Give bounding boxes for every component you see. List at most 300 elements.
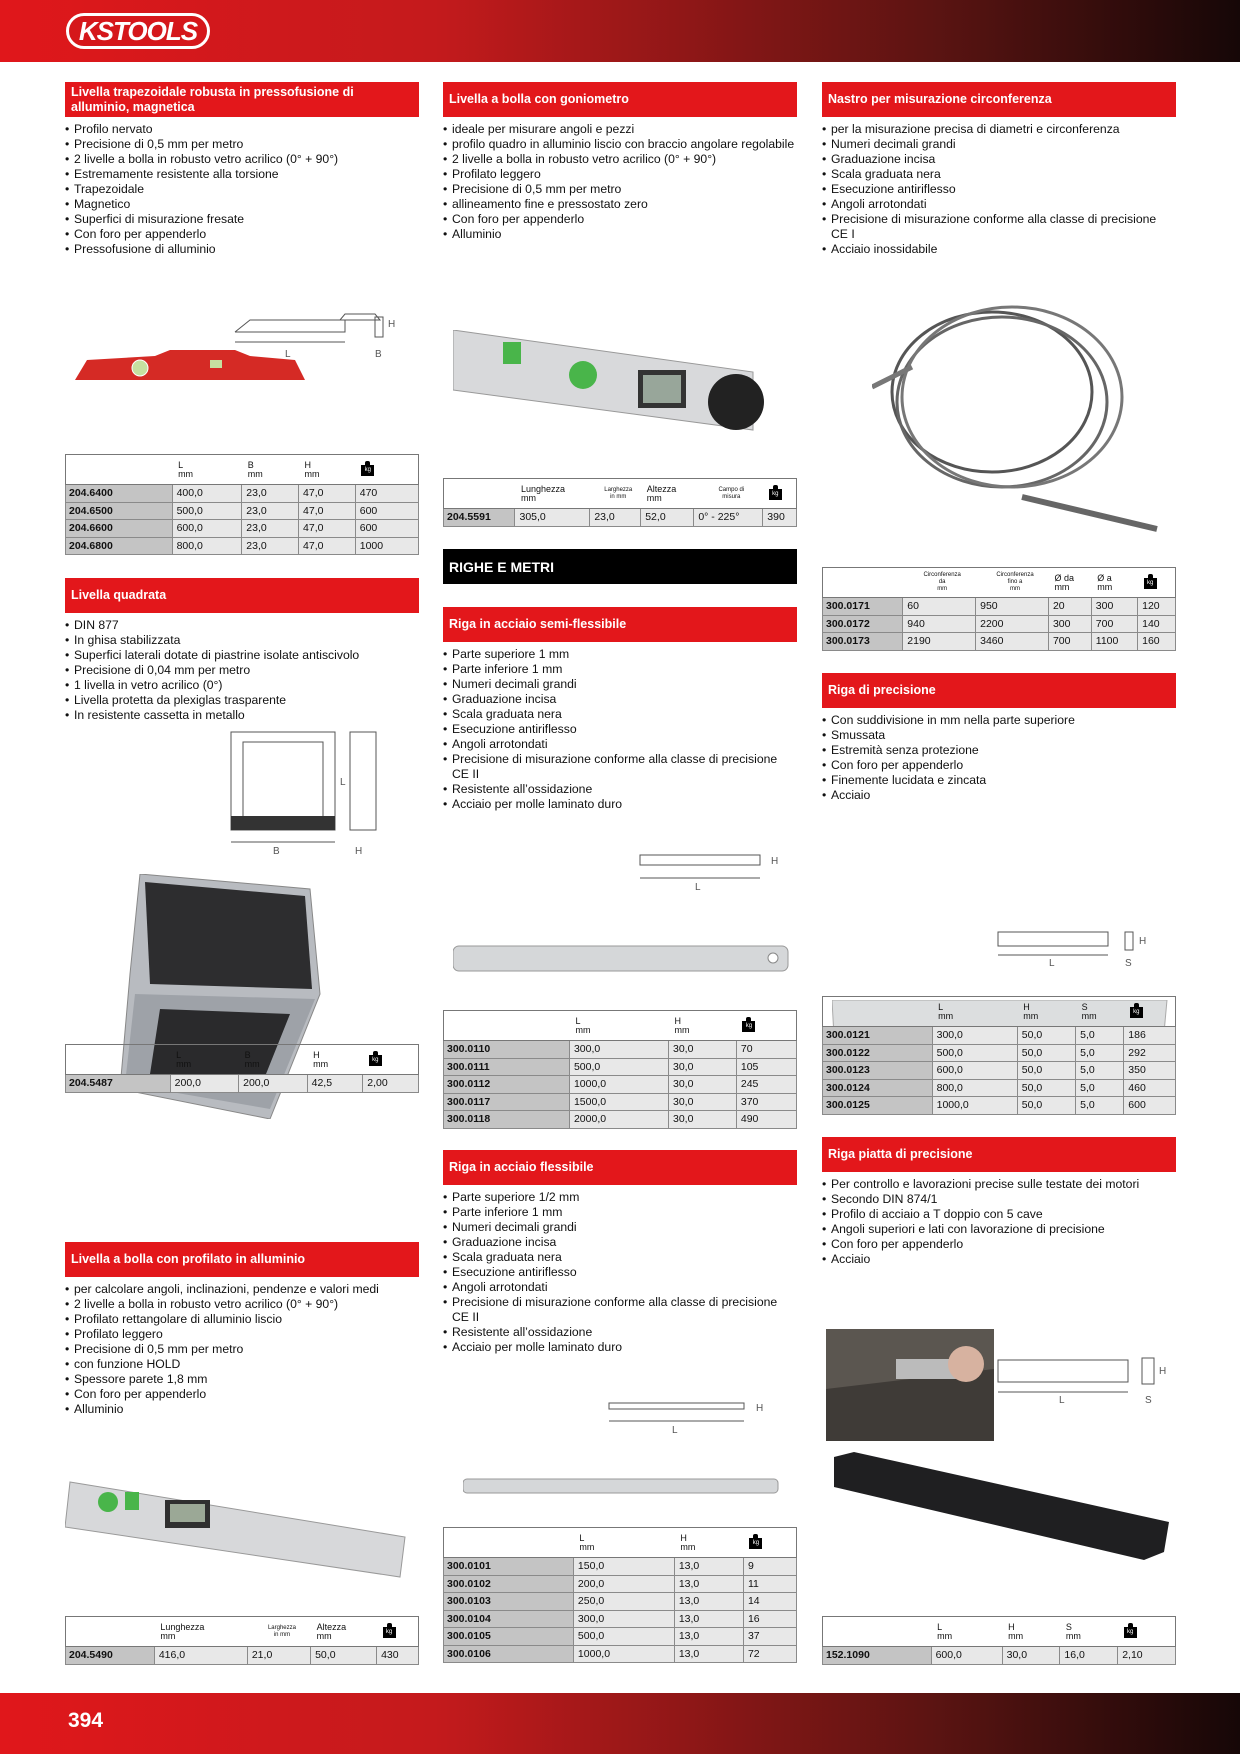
column-header: Lunghezza mm xyxy=(154,1617,247,1647)
column-header: H mm xyxy=(674,1528,743,1558)
table-cell: 50,0 xyxy=(1017,1079,1075,1097)
feature-item: • Con suddivisione in mm nella parte superiore xyxy=(822,713,1176,728)
feature-item: • Profilato leggero xyxy=(443,167,797,182)
article-code: 300.0103 xyxy=(444,1593,574,1611)
column-header: S mm xyxy=(1076,997,1124,1027)
table-cell: 416,0 xyxy=(154,1647,247,1665)
table-cell: 23,0 xyxy=(590,509,641,527)
table-cell: 0° - 225° xyxy=(694,509,763,527)
feature-item: • Con foro per appenderlo xyxy=(443,212,797,227)
table-cell: 2000,0 xyxy=(569,1111,668,1129)
spec-table xyxy=(822,1616,1176,1665)
table-cell: 300,0 xyxy=(932,1027,1017,1045)
column-header xyxy=(66,1045,171,1075)
table-cell: 16,0 xyxy=(1060,1647,1118,1665)
table-row xyxy=(444,1076,797,1094)
section-profilato xyxy=(65,1242,419,1417)
dimension-drawing xyxy=(997,920,1167,968)
feature-item: • Spessore parete 1,8 mm xyxy=(65,1372,419,1387)
feature-item: • Parte inferiore 1 mm xyxy=(443,1205,797,1220)
svg-text:H: H xyxy=(771,856,779,867)
table-cell: 300,0 xyxy=(573,1610,674,1628)
table-cell: 30,0 xyxy=(669,1076,737,1094)
table-cell: 300 xyxy=(1091,598,1137,616)
table-cell: 600,0 xyxy=(931,1647,1002,1665)
table-cell: 370 xyxy=(736,1093,796,1111)
table-cell: 13,0 xyxy=(674,1628,743,1646)
table-cell: 600,0 xyxy=(172,520,242,538)
article-code: 300.0123 xyxy=(823,1062,933,1080)
section-quadrata xyxy=(65,578,419,723)
feature-list xyxy=(443,647,797,812)
column-header: H mm xyxy=(1017,997,1075,1027)
table-cell: 600 xyxy=(1124,1097,1176,1115)
table-cell: 30,0 xyxy=(669,1111,737,1129)
table-cell: 60 xyxy=(903,598,976,616)
table-cell: 1500,0 xyxy=(569,1093,668,1111)
feature-item: • Profilo nervato xyxy=(65,122,419,137)
feature-item: • Angoli arrotondati xyxy=(822,197,1176,212)
table-cell: 305,0 xyxy=(515,509,590,527)
semi-flexible-ruler-image xyxy=(453,944,793,974)
feature-item: • Esecuzione antiriflesso xyxy=(443,722,797,737)
feature-item: • Parte superiore 1/2 mm xyxy=(443,1190,797,1205)
spec-table xyxy=(822,996,1176,1115)
table-cell: 5,0 xyxy=(1076,1062,1124,1080)
table-row xyxy=(823,615,1176,633)
svg-text:L: L xyxy=(695,882,701,890)
table-cell: 200,0 xyxy=(573,1575,674,1593)
protractor-level-image xyxy=(453,330,793,435)
table-cell: 13,0 xyxy=(674,1610,743,1628)
table-cell: 300 xyxy=(1048,615,1091,633)
feature-item: • Finemente lucidata e zincata xyxy=(822,773,1176,788)
table-row xyxy=(444,1041,797,1059)
table-cell: 500,0 xyxy=(569,1058,668,1076)
article-code: 300.0106 xyxy=(444,1645,574,1663)
table-row xyxy=(823,1079,1176,1097)
section-title: Livella a bolla con goniometro xyxy=(443,82,797,117)
table-cell: 186 xyxy=(1124,1027,1176,1045)
article-code: 300.0101 xyxy=(444,1558,574,1576)
table-row xyxy=(823,598,1176,616)
feature-item: • Acciaio xyxy=(822,788,1176,803)
table-cell: 300,0 xyxy=(569,1041,668,1059)
feature-item: • Con foro per appenderlo xyxy=(822,758,1176,773)
footer-band xyxy=(0,1693,1240,1754)
column-header: Larghezza in mm xyxy=(247,1617,310,1647)
table-cell: 47,0 xyxy=(299,485,356,503)
feature-item: • Trapezoidale xyxy=(65,182,419,197)
table-row xyxy=(66,485,419,503)
table-cell: 47,0 xyxy=(299,537,356,555)
engine-head-photo xyxy=(826,1329,994,1441)
feature-item: • DIN 877 xyxy=(65,618,419,633)
article-code: 300.0111 xyxy=(444,1058,570,1076)
table-cell: 140 xyxy=(1138,615,1176,633)
table-cell: 47,0 xyxy=(299,502,356,520)
column-header: Circonferenza fino a mm xyxy=(976,568,1049,598)
article-code: 204.6400 xyxy=(66,485,173,503)
table-cell: 430 xyxy=(377,1647,419,1665)
feature-item: • 2 livelle a bolla in robusto vetro acrilico (0° + 90°) xyxy=(443,152,797,167)
feature-item: • Acciaio per molle laminato duro xyxy=(443,797,797,812)
table-cell: 14 xyxy=(743,1593,796,1611)
trapezoidal-level-image xyxy=(75,350,305,390)
feature-item: • ideale per misurare angoli e pezzi xyxy=(443,122,797,137)
feature-item: • Resistente all’ossidazione xyxy=(443,782,797,797)
table-cell: 30,0 xyxy=(669,1093,737,1111)
weight-icon xyxy=(1144,574,1157,589)
table-row xyxy=(444,1593,797,1611)
column-header: Larghezza in mm xyxy=(590,479,641,509)
article-code: 152.1090 xyxy=(823,1647,932,1665)
feature-item: • Numeri decimali grandi xyxy=(822,137,1176,152)
table-row xyxy=(823,1062,1176,1080)
feature-item: • 1 livella in vetro acrilico (0°) xyxy=(65,678,419,693)
column-header xyxy=(66,455,173,485)
table-cell: 5,0 xyxy=(1076,1027,1124,1045)
table-cell: 120 xyxy=(1138,598,1176,616)
table-cell: 400,0 xyxy=(172,485,242,503)
article-code: 300.0112 xyxy=(444,1076,570,1094)
table-cell: 30,0 xyxy=(669,1041,737,1059)
section-trapezoidale xyxy=(65,82,419,257)
table-row xyxy=(66,502,419,520)
column-header: L mm xyxy=(573,1528,674,1558)
article-code: 300.0172 xyxy=(823,615,903,633)
feature-item: • Numeri decimali grandi xyxy=(443,677,797,692)
table-cell: 16 xyxy=(743,1610,796,1628)
feature-list xyxy=(822,122,1176,257)
feature-item: • Pressofusione di alluminio xyxy=(65,242,419,257)
feature-list xyxy=(443,122,797,242)
svg-text:L: L xyxy=(285,349,291,360)
table-cell: 245 xyxy=(736,1076,796,1094)
table-row xyxy=(66,537,419,555)
feature-item: • Profilato rettangolare di alluminio liscio xyxy=(65,1312,419,1327)
table-cell: 52,0 xyxy=(641,509,694,527)
column-header: Ø a mm xyxy=(1091,568,1137,598)
table-row xyxy=(444,509,797,527)
spec-table xyxy=(65,1616,419,1665)
weight-icon xyxy=(1124,1623,1137,1638)
column-header: Altezza mm xyxy=(311,1617,377,1647)
feature-item: • Parte inferiore 1 mm xyxy=(443,662,797,677)
table-cell: 23,0 xyxy=(242,502,299,520)
article-code: 300.0102 xyxy=(444,1575,574,1593)
article-code: 204.5487 xyxy=(66,1075,171,1093)
ks-tools-logo: KSTOOLS xyxy=(66,13,210,49)
dimension-drawing xyxy=(997,1350,1177,1405)
column-header: L mm xyxy=(932,997,1017,1027)
flexible-ruler-image xyxy=(463,1477,783,1497)
section-title: Riga in acciaio semi-flessibile xyxy=(443,607,797,642)
feature-item: • per calcolare angoli, inclinazioni, pendenze e valori medi xyxy=(65,1282,419,1297)
feature-item: • Estremamente resistente alla torsione xyxy=(65,167,419,182)
table-cell: 1000,0 xyxy=(569,1076,668,1094)
table-row xyxy=(444,1111,797,1129)
table-cell: 292 xyxy=(1124,1044,1176,1062)
column-header: Circonferenza da mm xyxy=(903,568,976,598)
table-cell: 20 xyxy=(1048,598,1091,616)
column-header xyxy=(763,479,797,509)
dimension-drawing xyxy=(639,850,789,890)
table-cell: 50,0 xyxy=(1017,1062,1075,1080)
table-cell: 600,0 xyxy=(932,1062,1017,1080)
table-row xyxy=(823,1044,1176,1062)
table-cell: 700 xyxy=(1091,615,1137,633)
svg-text:H: H xyxy=(388,319,396,330)
table-cell: 200,0 xyxy=(239,1075,307,1093)
feature-item: • Graduazione incisa xyxy=(822,152,1176,167)
article-code: 204.6800 xyxy=(66,537,173,555)
flat-ruler-case-image xyxy=(834,1452,1174,1562)
table-row xyxy=(444,1628,797,1646)
table-cell: 350 xyxy=(1124,1062,1176,1080)
feature-item: • In ghisa stabilizzata xyxy=(65,633,419,648)
column-header xyxy=(444,1011,570,1041)
table-cell: 37 xyxy=(743,1628,796,1646)
table-cell: 23,0 xyxy=(242,537,299,555)
feature-item: • Secondo DIN 874/1 xyxy=(822,1192,1176,1207)
svg-text:L: L xyxy=(340,777,346,788)
section-title: Livella quadrata xyxy=(65,578,419,613)
feature-item: • Graduazione incisa xyxy=(443,692,797,707)
column-header xyxy=(823,568,903,598)
weight-icon xyxy=(742,1017,755,1032)
feature-list xyxy=(822,713,1176,803)
table-cell: 50,0 xyxy=(1017,1097,1075,1115)
feature-item: • Esecuzione antiriflesso xyxy=(443,1265,797,1280)
column-header: L mm xyxy=(172,455,242,485)
column-header: Campo di misura xyxy=(694,479,763,509)
svg-text:H: H xyxy=(1159,1366,1167,1377)
article-code: 300.0124 xyxy=(823,1079,933,1097)
column-header: H mm xyxy=(1002,1617,1060,1647)
table-row xyxy=(444,1093,797,1111)
table-cell: 42,5 xyxy=(307,1075,363,1093)
table-cell: 105 xyxy=(736,1058,796,1076)
feature-item: • Acciaio xyxy=(822,1252,1176,1267)
feature-list xyxy=(443,1190,797,1355)
table-cell: 390 xyxy=(763,509,797,527)
column-header: B mm xyxy=(239,1045,307,1075)
table-cell: 13,0 xyxy=(674,1645,743,1663)
table-row xyxy=(66,520,419,538)
table-cell: 500,0 xyxy=(932,1044,1017,1062)
aluminium-profile-level-image xyxy=(65,1472,410,1582)
feature-item: • Con foro per appenderlo xyxy=(65,227,419,242)
table-row xyxy=(66,1647,419,1665)
table-cell: 2,10 xyxy=(1118,1647,1176,1665)
table-cell: 150,0 xyxy=(573,1558,674,1576)
article-code: 300.0118 xyxy=(444,1111,570,1129)
column-header: H mm xyxy=(299,455,356,485)
column-header xyxy=(823,1617,932,1647)
dimension-drawing xyxy=(608,1397,793,1437)
feature-item: • Precisione di misurazione conforme alla classe di precisione CE I xyxy=(822,212,1176,242)
table-cell: 30,0 xyxy=(669,1058,737,1076)
column-header xyxy=(355,455,418,485)
column-header xyxy=(444,1528,574,1558)
weight-icon xyxy=(369,1051,382,1066)
table-row xyxy=(823,1647,1176,1665)
table-cell: 5,0 xyxy=(1076,1044,1124,1062)
svg-text:H: H xyxy=(1139,936,1147,947)
column-header xyxy=(66,1617,155,1647)
weight-icon xyxy=(361,461,374,476)
feature-list xyxy=(65,122,419,257)
column-header xyxy=(1118,1617,1176,1647)
column-header xyxy=(377,1617,419,1647)
table-cell: 21,0 xyxy=(247,1647,310,1665)
table-cell: 13,0 xyxy=(674,1593,743,1611)
feature-item: • Estremità senza protezione xyxy=(822,743,1176,758)
feature-item: • Precisione di 0,5 mm per metro xyxy=(65,1342,419,1357)
feature-item: • Angoli superiori e lati con lavorazione di precisione xyxy=(822,1222,1176,1237)
table-row xyxy=(66,1075,419,1093)
article-code: 300.0110 xyxy=(444,1041,570,1059)
table-cell: 70 xyxy=(736,1041,796,1059)
table-cell: 460 xyxy=(1124,1079,1176,1097)
feature-item: • Alluminio xyxy=(65,1402,419,1417)
svg-text:B: B xyxy=(375,349,382,360)
table-cell: 50,0 xyxy=(1017,1044,1075,1062)
table-cell: 23,0 xyxy=(242,520,299,538)
svg-text:H: H xyxy=(355,846,363,855)
table-cell: 5,0 xyxy=(1076,1097,1124,1115)
article-code: 300.0171 xyxy=(823,598,903,616)
table-cell: 940 xyxy=(903,615,976,633)
feature-item: • Smussata xyxy=(822,728,1176,743)
feature-item: • Esecuzione antiriflesso xyxy=(822,182,1176,197)
section-title: Livella trapezoidale robusta in pressofusione di alluminio, magnetica xyxy=(65,82,419,117)
section-title: Riga piatta di precisione xyxy=(822,1137,1176,1172)
svg-text:L: L xyxy=(1049,958,1055,968)
column-header xyxy=(736,1011,796,1041)
svg-text:L: L xyxy=(1059,1395,1065,1405)
table-row xyxy=(444,1558,797,1576)
feature-item: • Con foro per appenderlo xyxy=(822,1237,1176,1252)
section-precisione xyxy=(822,673,1176,803)
feature-item: • Graduazione incisa xyxy=(443,1235,797,1250)
article-code: 300.0105 xyxy=(444,1628,574,1646)
table-cell: 50,0 xyxy=(1017,1027,1075,1045)
spec-table xyxy=(65,1044,419,1093)
feature-item: • per la misurazione precisa di diametri e circonferenza xyxy=(822,122,1176,137)
feature-item: • Parte superiore 1 mm xyxy=(443,647,797,662)
column-header xyxy=(444,479,515,509)
column-header xyxy=(823,997,933,1027)
svg-text:S: S xyxy=(1145,1395,1152,1405)
article-code: 300.0104 xyxy=(444,1610,574,1628)
table-cell: 13,0 xyxy=(674,1558,743,1576)
page-number: 394 xyxy=(68,1709,104,1732)
table-row xyxy=(823,1097,1176,1115)
section-title: Livella a bolla con profilato in alluminio xyxy=(65,1242,419,1277)
table-cell: 30,0 xyxy=(1002,1647,1060,1665)
feature-item: • Profilato leggero xyxy=(65,1327,419,1342)
table-cell: 160 xyxy=(1138,633,1176,651)
circumference-tape-image xyxy=(872,297,1162,537)
article-code: 300.0121 xyxy=(823,1027,933,1045)
feature-item: • Superfici laterali dotate di piastrine isolate antiscivolo xyxy=(65,648,419,663)
table-cell: 23,0 xyxy=(242,485,299,503)
svg-text:S: S xyxy=(1125,958,1132,968)
section-title: Riga in acciaio flessibile xyxy=(443,1150,797,1185)
table-cell: 2,00 xyxy=(363,1075,419,1093)
table-cell: 5,0 xyxy=(1076,1079,1124,1097)
feature-list xyxy=(822,1177,1176,1267)
feature-item: • Scala graduata nera xyxy=(443,1250,797,1265)
section-title: Riga di precisione xyxy=(822,673,1176,708)
section-category xyxy=(443,549,797,584)
column-header: L mm xyxy=(170,1045,238,1075)
column-header xyxy=(1138,568,1176,598)
section-semiflessibile xyxy=(443,607,797,812)
section-flessibile xyxy=(443,1150,797,1355)
feature-item: • Precisione di misurazione conforme alla classe di precisione CE II xyxy=(443,752,797,782)
column-header: H mm xyxy=(669,1011,737,1041)
svg-text:L: L xyxy=(672,1425,678,1436)
table-cell: 500,0 xyxy=(172,502,242,520)
article-code: 300.0117 xyxy=(444,1093,570,1111)
table-cell: 50,0 xyxy=(311,1647,377,1665)
table-cell: 2200 xyxy=(976,615,1049,633)
column-header: L mm xyxy=(569,1011,668,1041)
table-cell: 1000 xyxy=(355,537,418,555)
feature-item: • Scala graduata nera xyxy=(822,167,1176,182)
section-nastro xyxy=(822,82,1176,257)
feature-item: • Alluminio xyxy=(443,227,797,242)
feature-list xyxy=(65,618,419,723)
column-header: B mm xyxy=(242,455,299,485)
table-row xyxy=(823,633,1176,651)
spec-table xyxy=(65,454,419,555)
feature-item: • Precisione di 0,5 mm per metro xyxy=(443,182,797,197)
feature-item: • Angoli arrotondati xyxy=(443,737,797,752)
table-cell: 950 xyxy=(976,598,1049,616)
table-cell: 500,0 xyxy=(573,1628,674,1646)
spec-table xyxy=(443,478,797,527)
table-cell: 11 xyxy=(743,1575,796,1593)
column-header: H mm xyxy=(307,1045,363,1075)
feature-item: • Superfici di misurazione fresate xyxy=(65,212,419,227)
feature-item: • Scala graduata nera xyxy=(443,707,797,722)
feature-item: • Resistente all’ossidazione xyxy=(443,1325,797,1340)
feature-item: • Numeri decimali grandi xyxy=(443,1220,797,1235)
feature-item: • Acciaio inossidabile xyxy=(822,242,1176,257)
spec-table xyxy=(443,1527,797,1663)
feature-item: • 2 livelle a bolla in robusto vetro acrilico (0° + 90°) xyxy=(65,1297,419,1312)
section-title: Nastro per misurazione circonferenza xyxy=(822,82,1176,117)
column-header: L mm xyxy=(931,1617,1002,1647)
feature-item: • In resistente cassetta in metallo xyxy=(65,708,419,723)
article-code: 204.5490 xyxy=(66,1647,155,1665)
article-code: 204.5591 xyxy=(444,509,515,527)
table-cell: 470 xyxy=(355,485,418,503)
category-title: RIGHE E METRI xyxy=(443,549,797,584)
feature-item: • allineamento fine e pressostato zero xyxy=(443,197,797,212)
feature-item: • Per controllo e lavorazioni precise sulle testate dei motori xyxy=(822,1177,1176,1192)
dimension-drawing xyxy=(225,730,425,855)
spec-table xyxy=(443,1010,797,1129)
table-cell: 47,0 xyxy=(299,520,356,538)
spec-table xyxy=(822,567,1176,651)
section-goniometro xyxy=(443,82,797,242)
table-cell: 600 xyxy=(355,520,418,538)
